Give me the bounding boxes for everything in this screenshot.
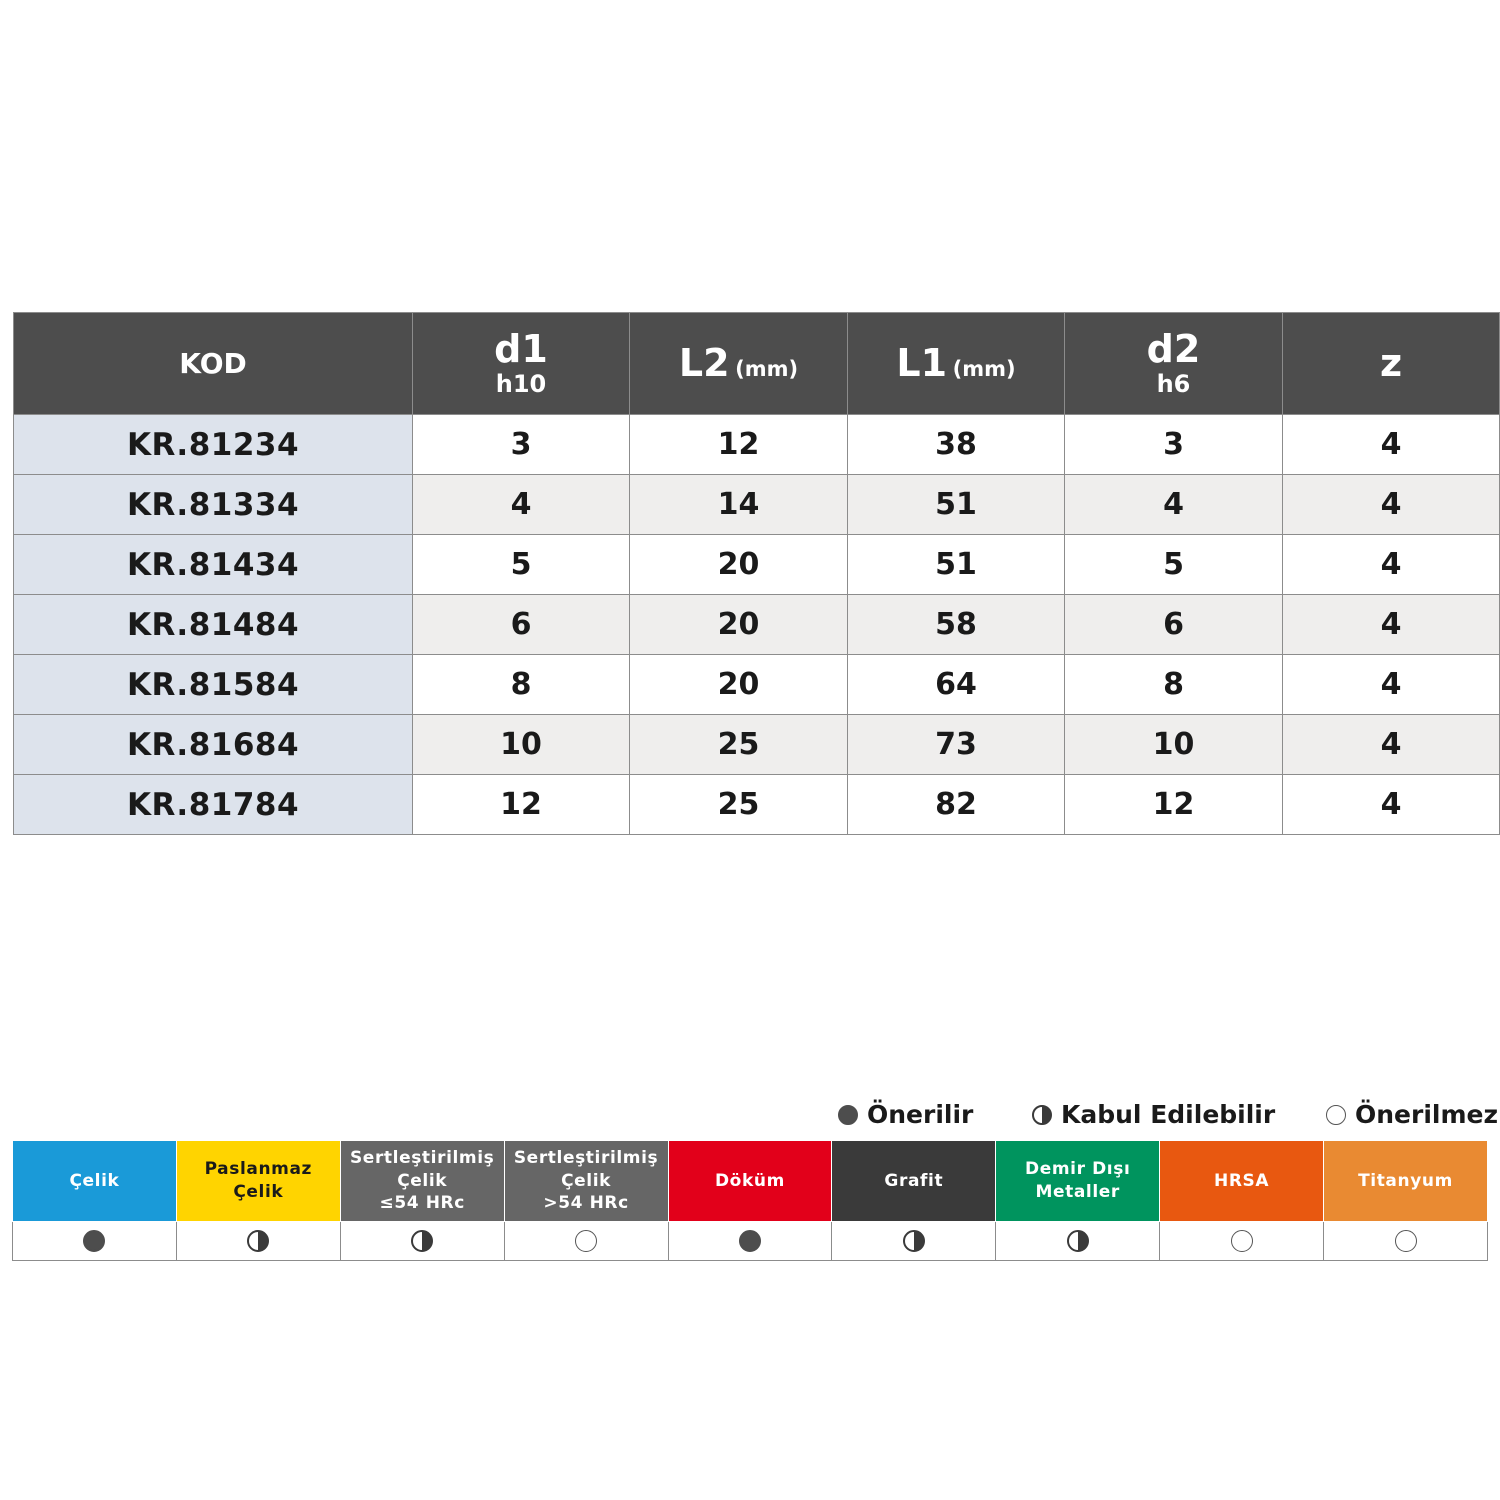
product-code: KR.81584 [14, 655, 413, 715]
cell-z: 4 [1283, 595, 1500, 655]
material-rating-cell [176, 1222, 340, 1261]
cell-d1: 3 [413, 415, 630, 475]
material-rating-cell [832, 1222, 996, 1261]
cell-l1: 51 [848, 535, 1065, 595]
cell-l1: 82 [848, 775, 1065, 835]
empty-circle-icon [575, 1230, 597, 1252]
product-code: KR.81684 [14, 715, 413, 775]
spec-header-row [14, 313, 1500, 415]
cell-z: 4 [1283, 475, 1500, 535]
spec-table [13, 312, 1500, 835]
material-header: Grafit [832, 1141, 996, 1222]
material-header: Döküm [668, 1141, 832, 1222]
cell-l1: 73 [848, 715, 1065, 775]
cell-z: 4 [1283, 535, 1500, 595]
material-rating-cell [504, 1222, 668, 1261]
cell-d1: 5 [413, 535, 630, 595]
empty-circle-icon [1395, 1230, 1417, 1252]
header-l2 [630, 313, 848, 415]
cell-z: 4 [1283, 775, 1500, 835]
legend-not-recommended [1326, 1100, 1498, 1129]
table-row [14, 595, 1500, 655]
cell-d1: 10 [413, 715, 630, 775]
cell-l1: 64 [848, 655, 1065, 715]
cell-d2: 4 [1065, 475, 1283, 535]
material-header: Sertleştirilmiş Çelik >54 HRc [504, 1141, 668, 1222]
product-code: KR.81334 [14, 475, 413, 535]
table-row [14, 535, 1500, 595]
cell-d2: 3 [1065, 415, 1283, 475]
material-header: HRSA [1160, 1141, 1324, 1222]
cell-z: 4 [1283, 655, 1500, 715]
header-d1-tolerance: h10 [495, 369, 547, 398]
half-circle-icon [903, 1230, 925, 1252]
spec-table-body [14, 415, 1500, 835]
cell-d2: 12 [1065, 775, 1283, 835]
product-code: KR.81784 [14, 775, 413, 835]
table-row [14, 475, 1500, 535]
cell-l2: 20 [630, 655, 848, 715]
material-rating-cell [340, 1222, 504, 1261]
cell-z: 4 [1283, 415, 1500, 475]
cell-l2: 25 [630, 775, 848, 835]
cell-d2: 8 [1065, 655, 1283, 715]
header-l1 [848, 313, 1065, 415]
cell-d1: 4 [413, 475, 630, 535]
half-circle-icon [1032, 1105, 1052, 1125]
cell-l2: 20 [630, 595, 848, 655]
legend-not-recommended-label: Önerilmez [1355, 1100, 1499, 1129]
cell-l1: 58 [848, 595, 1065, 655]
material-header: Demir Dışı Metaller [996, 1141, 1160, 1222]
empty-circle-icon [1231, 1230, 1253, 1252]
header-l1-label: L1 [896, 340, 948, 385]
cell-d2: 6 [1065, 595, 1283, 655]
header-z-label: z [1379, 340, 1403, 385]
cell-d1: 12 [413, 775, 630, 835]
product-code: KR.81434 [14, 535, 413, 595]
material-header: Titanyum [1324, 1141, 1488, 1222]
header-d1 [413, 313, 630, 415]
material-rating-cell [996, 1222, 1160, 1261]
cell-l2: 14 [630, 475, 848, 535]
cell-l2: 20 [630, 535, 848, 595]
legend-recommended-label: Önerilir [867, 1100, 974, 1129]
header-d1-label: d1 [494, 326, 548, 371]
header-d2 [1065, 313, 1283, 415]
material-header: Paslanmaz Çelik [176, 1141, 340, 1222]
header-d2-tolerance: h6 [1156, 369, 1191, 398]
header-z [1283, 313, 1500, 415]
cell-l2: 12 [630, 415, 848, 475]
legend-recommended [838, 1100, 973, 1129]
materials-table [12, 1140, 1488, 1261]
materials-rating-row [13, 1222, 1488, 1261]
cell-d2: 10 [1065, 715, 1283, 775]
suitability-legend [0, 1100, 1500, 1136]
material-header: Çelik [13, 1141, 177, 1222]
legend-acceptable-label: Kabul Edilebilir [1061, 1100, 1276, 1129]
half-circle-icon [247, 1230, 269, 1252]
half-circle-icon [1067, 1230, 1089, 1252]
product-code: KR.81234 [14, 415, 413, 475]
header-d2-label: d2 [1146, 326, 1201, 371]
half-circle-icon [411, 1230, 433, 1252]
cell-d2: 5 [1065, 535, 1283, 595]
header-l2-label: L2 [678, 340, 730, 385]
cell-d1: 8 [413, 655, 630, 715]
material-rating-cell [668, 1222, 832, 1261]
table-row [14, 715, 1500, 775]
product-code: KR.81484 [14, 595, 413, 655]
cell-z: 4 [1283, 715, 1500, 775]
legend-acceptable [1032, 1100, 1275, 1129]
empty-circle-icon [1326, 1105, 1346, 1125]
table-row [14, 655, 1500, 715]
table-row [14, 415, 1500, 475]
cell-l1: 51 [848, 475, 1065, 535]
material-header: Sertleştirilmiş Çelik ≤54 HRc [340, 1141, 504, 1222]
header-l2-unit: (mm) [735, 356, 799, 381]
cell-l1: 38 [848, 415, 1065, 475]
materials-header-row [13, 1141, 1488, 1222]
material-rating-cell [1324, 1222, 1488, 1261]
material-rating-cell [13, 1222, 177, 1261]
filled-circle-icon [83, 1230, 105, 1252]
material-rating-cell [1160, 1222, 1324, 1261]
filled-circle-icon [739, 1230, 761, 1252]
header-l1-unit: (mm) [952, 356, 1016, 381]
table-row [14, 775, 1500, 835]
header-kod [14, 313, 413, 415]
cell-d1: 6 [413, 595, 630, 655]
header-kod-label: KOD [179, 346, 247, 380]
filled-circle-icon [838, 1105, 858, 1125]
cell-l2: 25 [630, 715, 848, 775]
